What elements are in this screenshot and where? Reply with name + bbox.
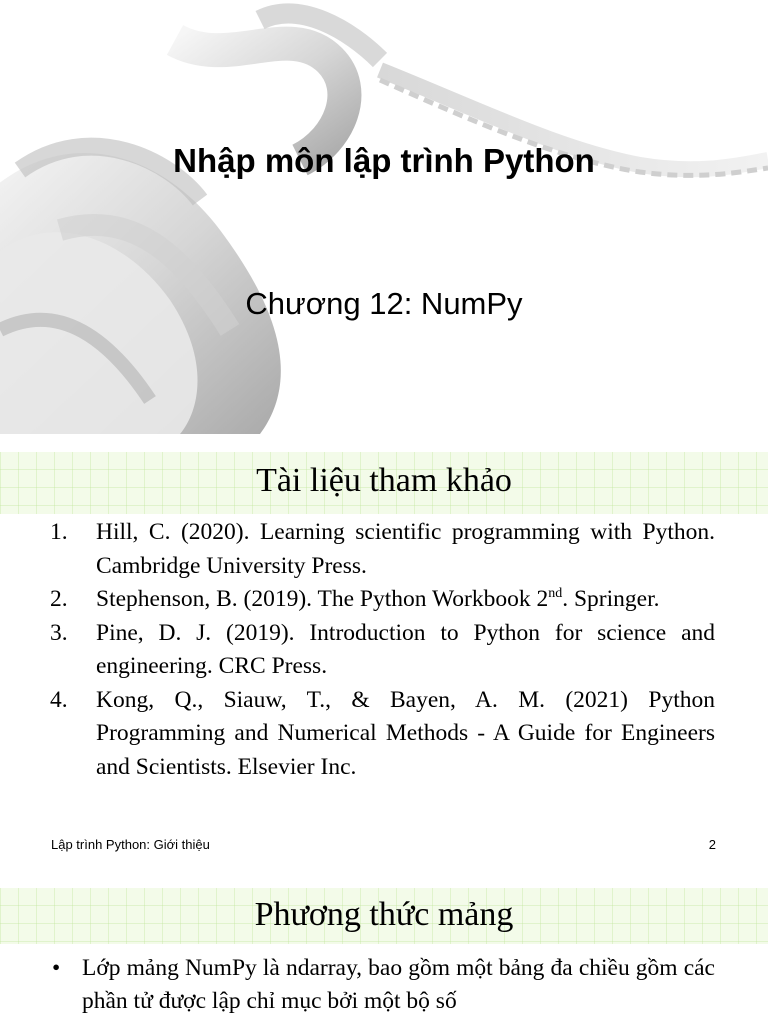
reference-text [96,586,659,612]
ordinal-superscript: nd [548,586,563,602]
reference-number: 2. [50,586,68,612]
title-slide [0,0,768,434]
reference-number: 3. [50,619,68,646]
reference-list [50,516,715,784]
slide-divider [0,434,768,452]
reference-text-part: Stephenson, B. (2019). The Python Workbook 2 [96,586,549,612]
bullet-text: Lớp mảng NumPy là ndarray, bao gồm một bảng đa chiều gồm các phần tử được lập chỉ mục bởi một bộ số [82,955,715,1014]
slide-heading: Tài liệu tham khảo [256,462,512,499]
array-methods-slide [0,888,768,1024]
bullet-paragraph [52,952,715,1018]
reference-item [50,617,715,684]
reference-text: Kong, Q., Siauw, T., & Bayen, A. M. (2021) Python Programming and Numerical Methods - A Guide for Engineers and Scientists. Elsevier Inc. [96,686,715,780]
helix-background-art [0,0,768,434]
reference-number: 4. [50,686,68,713]
presentation-title: Nhập môn lập trình Python [173,142,595,179]
slide-footer-title: Lập trình Python: Giới thiệu [51,837,210,852]
reference-text: Pine, D. J. (2019). Introduction to Python for science and engineering. CRC Press. [96,619,715,679]
chapter-subtitle: Chương 12: NumPy [245,286,523,321]
reference-item [50,583,715,617]
reference-item [50,684,715,785]
reference-text-part: . Springer. [562,586,660,612]
reference-number: 1. [50,519,68,545]
slide-page-number: 2 [708,837,716,852]
slide-heading: Phương thức mảng [254,896,514,933]
bullet-icon: • [52,955,61,981]
reference-text: Hill, C. (2020). Learning scientific programming with Python. Cambridge University Press. [96,519,715,579]
reference-item [50,516,715,583]
references-slide [0,452,768,872]
